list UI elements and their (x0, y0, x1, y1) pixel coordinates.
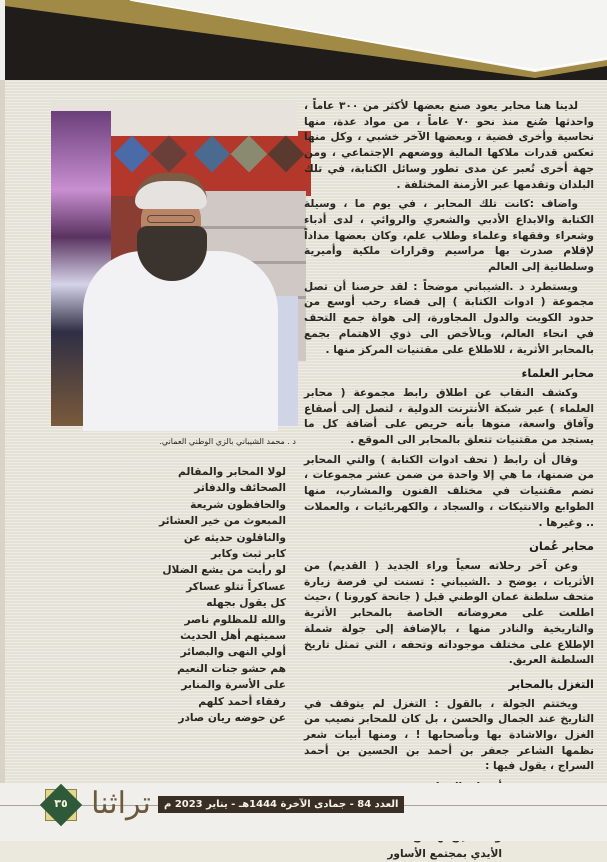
photo-person-turban (135, 173, 207, 209)
article-paragraph: ويستطرد د .الشيباني موضحاً : لقد حرصنا أن تصل مجموعة ( ادوات الكتابة ) إلى فضاء رحب أوسع من حدود الكويت والدول المجاورة، إلى هواة جمع التحف في انحاء العالم، وبالأخص الى ذوي الاهتمام بجمع بالمحابر الأثرية ، للاطلاع على مقتنيات المركز منها . (304, 280, 594, 359)
poem-line: سميتهم أهل الحديث (100, 628, 286, 644)
poem-line: لولا المحابر والمقالم (100, 464, 286, 480)
photo-shelf-line (196, 226, 306, 229)
magazine-logo: تراثنا (88, 784, 154, 824)
poem-line: كل يقول بجهله (100, 595, 286, 611)
header-decoration (0, 0, 607, 80)
header-banner-graphic (0, 0, 607, 80)
poem-line: والناقلون حديثه عن (100, 530, 286, 546)
photo-person-glasses (147, 215, 195, 223)
article-column (304, 99, 594, 862)
page-edge (0, 0, 5, 841)
article-paragraph: لدينا هنا محابر يعود صنع بعضها لأكثر من ٣٠٠ عاماً ، واحدثها صُنع منذ نحو ٧٠ عاماً ، من مواد عدة، منها نحاسية وأخرى فضية ، وبعضها الآخر خشبي ، وكل منها تعكس قدرات ملاكها المالية ووضعهم الإجتماعي ، ومن جهة أخرى تُعبر عن مدى تطور وسائل الكتابة، في تلك البلدان وتقدمها عبر الأزمنة المختلفة . (304, 99, 594, 193)
poem-line: الصحائف والدفاتر (100, 480, 286, 496)
poem-line: عن حوضه ريان صادر (100, 710, 286, 726)
poem-line: والله للمظلوم ناصر (100, 612, 286, 628)
poem-line: على الأسرة والمنابر (100, 677, 286, 693)
section-heading-oman: محابر عُمان (304, 539, 594, 555)
article-paragraph: وقال أن رابط ( تحف ادوات الكتابة ) والتي المحابر من ضمنها، ما هي إلا واحدة من ضمن عشر مجموعات ، تضم مقتنيات في مختلف الفنون والمشارب، منها الطوابع والانتيكات ، والسجاد ، والكهربائيات ، والعملات .. وغيرها . (304, 453, 594, 532)
article-paragraph: وعن آخر رحلاته سعياً وراء الجديد ( القديم) من الأثريات ، يوضح د .الشيباني : تسنت لي فرصة زيارة متحف سلطنة عمان الوطني قبل ( جانحة كورونا ) ،حيث اطلعت على معروضاته الخاصة بالمحابر الأثرية والتاريخية والنادر منها ، بالإضافة إلى جولة شملة الإطلاع على مختلف موجوداته وتحفه ، التي تمثل تاريخ السلطنة العريق. (304, 559, 594, 669)
article-paragraph: ويختتم الجولة ، بالقول : التغزل لم يتوقف في التاريخ عند الجمال والحسن ، بل كان للمحابر نصيب من الغزل ،والاشادة بها وبأصحابها ! ، ومنها أبيات شعر نظمها الشاعر جعفر بن أحمد بن الحسين بن أحمد السراج ، يقول فيها : (304, 697, 594, 776)
poem-line: رفقاء أحمد كلهم (100, 694, 286, 710)
photo-caption: د . محمد الشيباني بالزي الوطني العماني. (40, 437, 296, 446)
article-paragraph: واضاف :كانت تلك المحابر ، في يوم ما ، وسيلة الكتابة والابداع الأدبي والشعري والروائي ، لدى أدباء وشعراء وفقهاء وعلماء وطلاب علم، وكان بعضها مداداً لإقلام صدرت بها مراسيم وقرارات ملكية وأميرية وسلطانية إلى العالم (304, 197, 594, 276)
poem-column (100, 464, 286, 727)
poem-verse: الأيدي بمجتمع الأساور (304, 846, 594, 862)
poem-line: والحافظون شريعة (100, 497, 286, 513)
poem-line: المبعوث من خير العشائر (100, 513, 286, 529)
article-paragraph: وكشف النقاب عن اطلاق رابط مجموعة ( محابر العلماء ) عبر شبكة الأنترنت الدولية ، لتصل إلى أصقاع وآفاق واسعة، منوها بأنه حريص على أضافة كل ما يستجد من مقتنيات تتعلق بالمحابر الى الموقع . (304, 386, 594, 449)
issue-label: العدد 84 - جمادى الآخرة 1444هـ - يناير 2023 م (158, 796, 404, 813)
section-heading-scholars: محابر العلماء (304, 366, 594, 382)
poem-line: عساكراً تتلو عساكر (100, 579, 286, 595)
poem-line: أولي النهى والبصائر (100, 644, 286, 660)
poem-line: لو رأيت من يشع الضلال (100, 562, 286, 578)
poem-line: كابر ثبت وكابر (100, 546, 286, 562)
page-number: ٣٥ (45, 797, 77, 810)
poem-line: هم حشو جنات النعيم (100, 661, 286, 677)
section-heading-ghazal: التغزل بالمحابر (304, 677, 594, 693)
portrait-photo (51, 101, 298, 426)
